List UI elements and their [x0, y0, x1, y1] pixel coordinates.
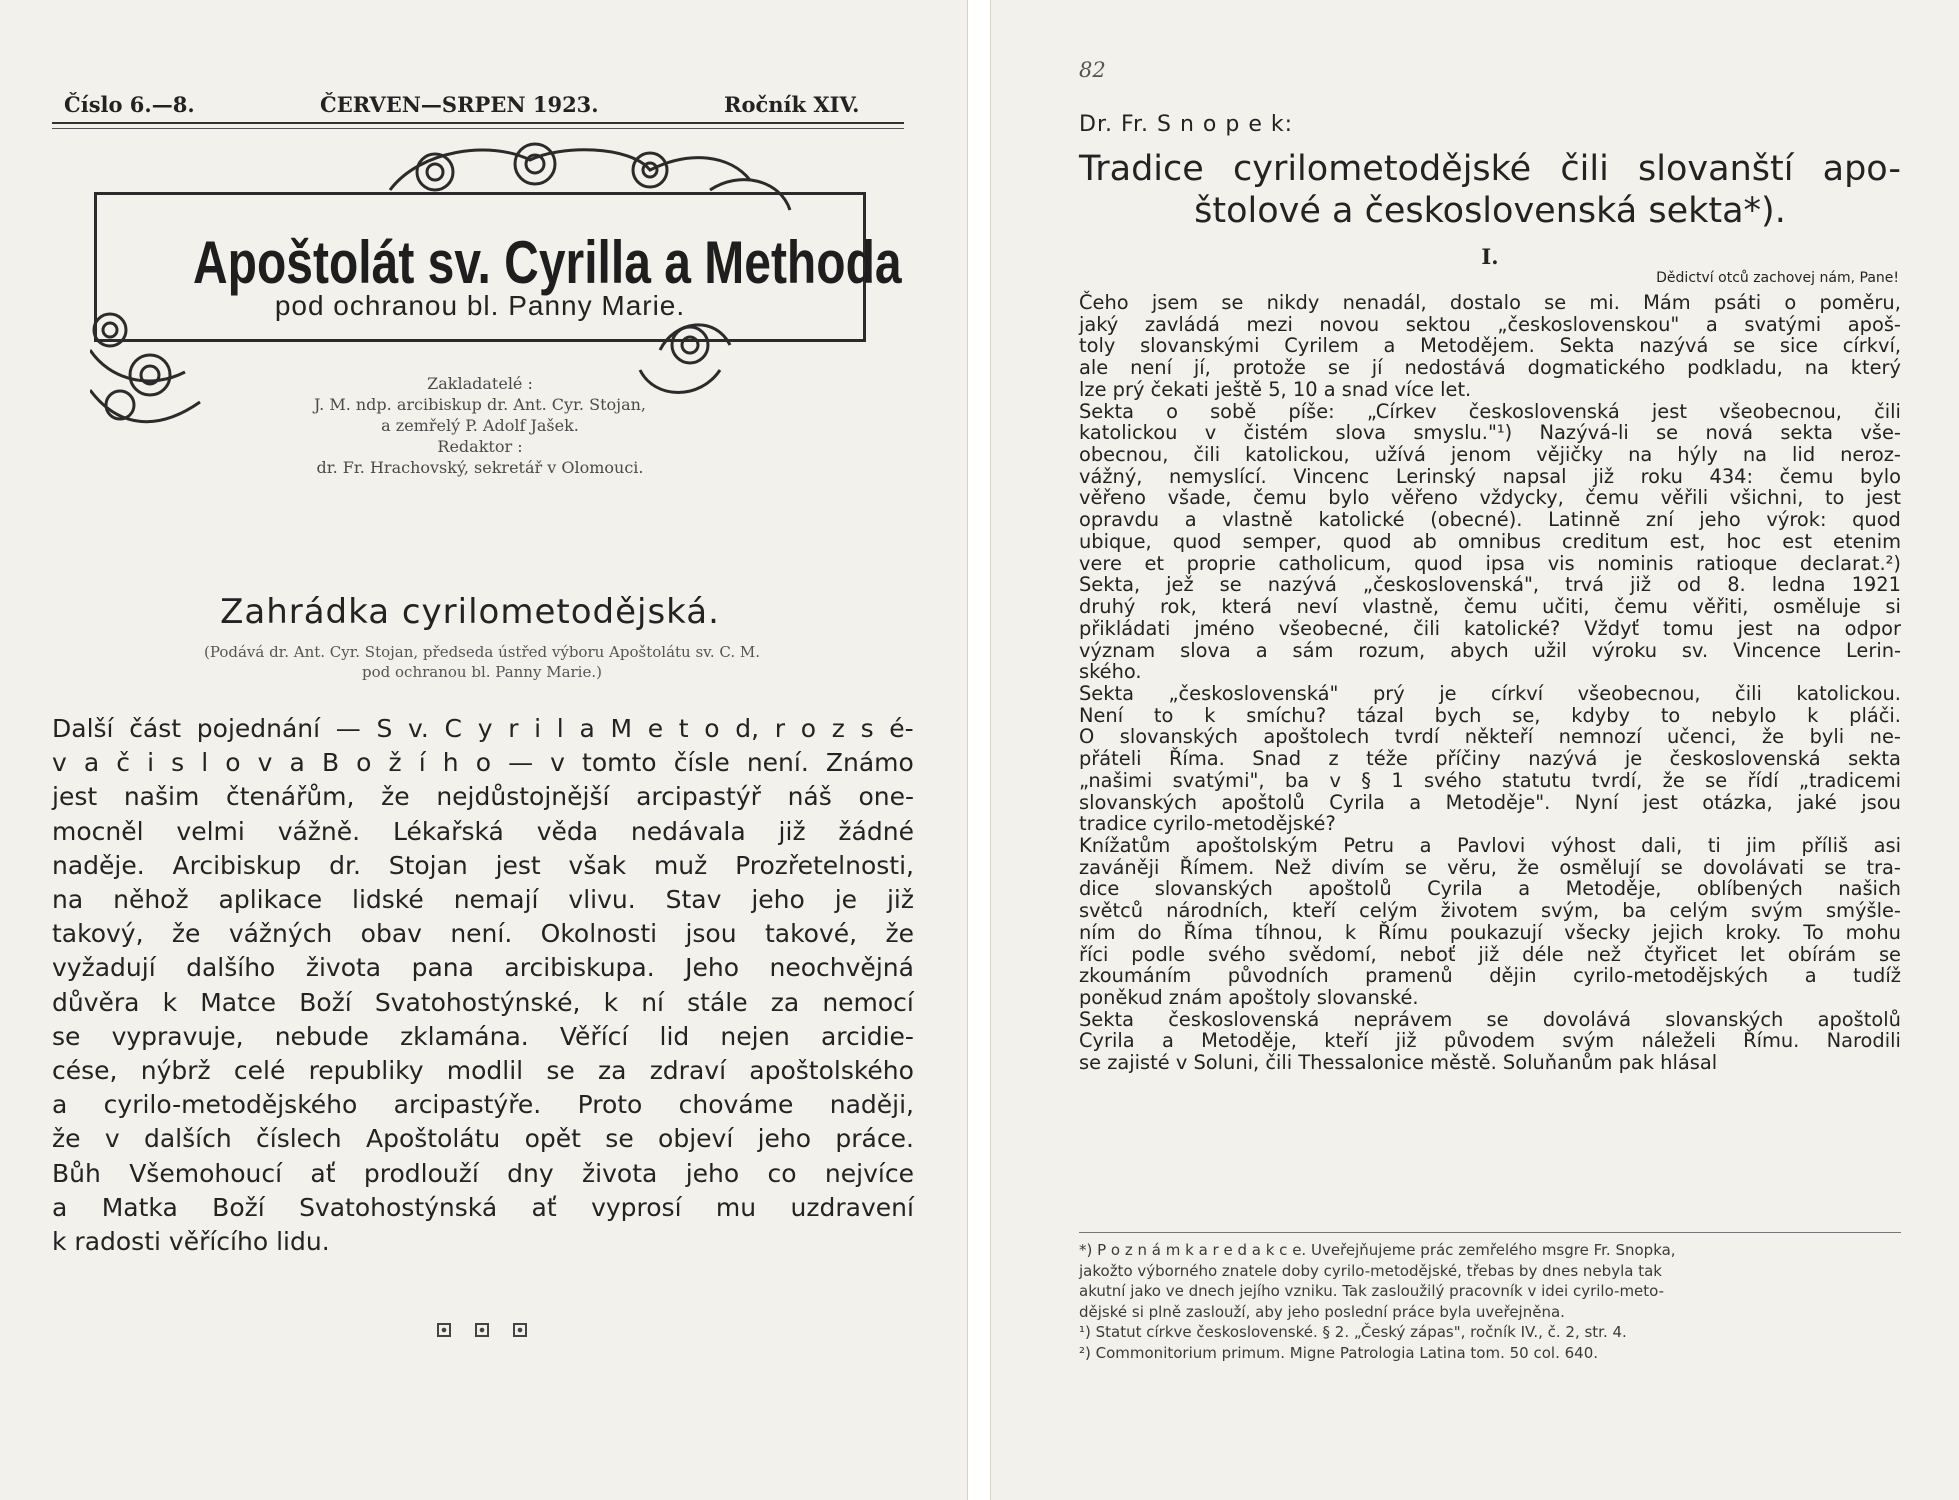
- text-line: druhý rok, která neví vlastně, čemu učiti, čemu věřiti, osměluje si: [1079, 595, 1901, 619]
- text-line: jaký zavládá mezi novou sektou „československou" a svatými apoš-: [1079, 312, 1901, 336]
- end-ornament-mark: [437, 1323, 451, 1337]
- right-body-text: [1079, 292, 1901, 1074]
- text-line: vyžadují dalšího života pana arcibiskupa. Jeho neochvějná: [52, 953, 914, 983]
- text-line: Není to k smíchu? tázal bych se, kdyby to nebylo k pláči.: [1079, 703, 1901, 727]
- text-line: světců národních, kteří celým životem svým, ba celým svým smýšle-: [1079, 899, 1901, 923]
- text-line: poněkud znám apoštoly slovanské.: [1079, 986, 1419, 1009]
- text-line: Bůh Všemohoucí ať prodlouží dny života jeho co nejvíce: [52, 1158, 914, 1188]
- text-line: Čeho jsem se nikdy nenadál, dostalo se mi. Mám psáti o poměru,: [1079, 291, 1901, 314]
- footnotes: [1079, 1240, 1901, 1363]
- text-line: se vypravuje, nebude zklamána. Věřící lid nejen arcidie-: [52, 1021, 914, 1051]
- motto: Dědictví otců zachovej nám, Pane!: [1656, 270, 1899, 286]
- text-line: vere et proprie catholicum, quod ipsa vis nominis ratioque declarat.²): [1079, 551, 1901, 575]
- text-line: Sekta o sobě píše: „Církev československá jest všeobecnou, čili: [1079, 399, 1901, 423]
- text-line: a Matka Boží Svatohostýnská ať vyprosí mu uzdravení: [52, 1192, 914, 1222]
- founders-line: a zemřelý P. Adolf Jašek.: [381, 416, 579, 435]
- end-ornament: [437, 1323, 527, 1343]
- header-rule: [52, 122, 904, 129]
- article-author: Dr. Fr. S n o p e k:: [1079, 112, 1294, 137]
- text-line: Sekta československá neprávem se dovolává slovanských apoštolů: [1079, 1007, 1901, 1031]
- article-title-line: štolové a československá sekta*).: [1194, 191, 1786, 231]
- footnote-line: ²) Commonitorium primum. Migne Patrologia Latina tom. 50 col. 640.: [1079, 1343, 1599, 1362]
- issue-date: ČERVEN—SRPEN 1923.: [320, 92, 599, 117]
- text-line: že v dalších číslech Apoštolátu opět se objeví jeho práce.: [52, 1124, 914, 1154]
- section-title: Zahrádka cyrilometodějská.: [220, 592, 720, 632]
- text-line: v a č i s l o v a B o ž í h o — v tomto čísle není. Známo: [52, 748, 914, 778]
- text-line: k radosti věřícího lidu.: [52, 1227, 330, 1257]
- section-number: I.: [1481, 244, 1499, 269]
- text-line: Sekta, jež se nazývá „československá", trvá již od 8. ledna 1921: [1079, 573, 1901, 597]
- text-line: obecnou, čili katolickou, užívá jenom vějičky na hýly na lid neroz-: [1079, 443, 1901, 467]
- founders-line: Zakladatelé :: [427, 374, 533, 393]
- footnote-line: dějské si plně zaslouží, aby jeho poslední práce byla uveřejněna.: [1079, 1302, 1565, 1321]
- article-title-line: Tradice cyrilometodějské čili slovanští apo-: [1079, 149, 1901, 189]
- text-line: lze prý čekati ještě 5, 10 a snad více let.: [1079, 377, 1472, 401]
- text-line: se zajisté v Soluni, čili Thessalonice městě. Soluňanům pak hlásal: [1079, 1051, 1718, 1075]
- text-line: a cyrilo-metodějského arcipastýře. Proto chováme naději,: [52, 1090, 914, 1120]
- end-ornament-mark: [475, 1323, 489, 1337]
- text-line: dice slovanských apoštolů Cyrila a Metoděje, oblíbených našich: [1079, 877, 1901, 901]
- end-ornament-mark: [513, 1323, 527, 1337]
- footnote-line: akutní jako ve dnech jejího vzniku. Tak zasloužilý pracovník v idei cyrilo-meto-: [1079, 1282, 1665, 1300]
- left-page: [0, 0, 968, 1500]
- founders-block: [180, 373, 780, 478]
- text-line: ubique, quod semper, quod ab omnibus creditum est, hoc est etenim: [1079, 529, 1901, 553]
- issue-volume: Ročník XIV.: [724, 92, 860, 117]
- text-line: naděje. Arcibiskup dr. Stojan jest však muž Prozřetelnosti,: [52, 850, 914, 880]
- issue-line: [52, 92, 912, 124]
- text-line: vážný, nemyslící. Vincenc Lerinský napsal již roku 434: čemu bylo: [1079, 464, 1901, 488]
- text-line: takový, že vážných obav není. Okolnosti jsou takové, že: [52, 919, 914, 949]
- text-line: katolickou v čistém slova smyslu."¹) Nazývá-li se nová sekta vše-: [1079, 421, 1901, 445]
- founders-line: dr. Fr. Hrachovský, sekretář v Olomouci.: [316, 458, 644, 477]
- text-line: toly slovanskými Cyrilem a Metodějem. Sekta nazývá se sice církví,: [1079, 334, 1901, 358]
- issue-number: Číslo 6.—8.: [64, 92, 195, 117]
- article-title: [1079, 148, 1901, 232]
- left-body-text: [52, 712, 914, 1259]
- text-line: ského.: [1079, 660, 1142, 684]
- text-line: Cyrila a Metoděje, kteří již původem svým náleželi Římu. Narodili: [1079, 1029, 1901, 1053]
- section-note-line: pod ochranou bl. Panny Marie.): [362, 663, 602, 681]
- masthead-subtitle: pod ochranou bl. Panny Marie.: [274, 290, 686, 321]
- footnote-line: *) P o z n á m k a r e d a k c e. Uveřejňujeme prác zemřelého msgre Fr. Snopka,: [1079, 1241, 1676, 1259]
- text-line: přikládati jméno všeobecné, čili katolické? Vždyť tomu jest na odpor: [1079, 616, 1901, 640]
- founders-line: J. M. ndp. arcibiskup dr. Ant. Cyr. Stojan,: [313, 395, 647, 414]
- text-line: Knížatům apoštolským Petru a Pavlovi výhost dali, ti jim příliš asi: [1079, 833, 1901, 857]
- text-line: říci podle svého svědomí, neboť již déle než čtyřicet let obírám se: [1079, 942, 1901, 966]
- text-line: slovanských apoštolů Cyrila a Metoděje". Nyní jest otázka, jaké jsou: [1079, 790, 1901, 814]
- footnote-rule: [1079, 1232, 1901, 1233]
- text-line: O slovanských apoštolech tvrdí někteří nemnozí učenci, že byli ne-: [1079, 725, 1901, 749]
- text-line: věřeno všade, čemu bylo věřeno vždycky, čemu věřili všichni, to jest: [1079, 486, 1901, 510]
- text-line: jest našim čtenářům, že nejdůstojnější arcipastýř náš one-: [52, 782, 914, 812]
- section-note-line: (Podává dr. Ant. Cyr. Stojan, předseda ústřed výboru Apoštolátu sv. C. M.: [203, 643, 761, 661]
- text-line: zkoumáním původních pramenů dějin cyrilo-metodějských a tudíž: [1079, 964, 1901, 988]
- text-line: „našimi svatými", ba v § 1 svého statutu tvrdí, že se řídí „tradicemi: [1079, 768, 1901, 792]
- text-line: zaváněji Římem. Než divím se věru, že osmělují se dovolávati se tra-: [1079, 855, 1901, 879]
- text-line: důvěra k Matce Boží Svatohostýnské, k ní stále za nemocí: [52, 987, 914, 1017]
- masthead-title: Apoštolát sv. Cyrilla a Methoda: [193, 229, 902, 296]
- text-line: na něhož aplikace lidské nemají vlivu. Stav jeho je již: [52, 885, 914, 915]
- text-line: mocněl velmi vážně. Lékařská věda nedávala již žádné: [52, 816, 914, 846]
- text-line: tradice cyrilo-metodějské?: [1079, 812, 1336, 836]
- text-line: význam slova a sám rozum, abych užil výroku sv. Vincence Lerin-: [1079, 638, 1901, 662]
- founders-line: Redaktor :: [437, 437, 523, 456]
- footnote-line: ¹) Statut církve československé. § 2. „Český zápas", ročník IV., č. 2, str. 4.: [1079, 1323, 1627, 1341]
- text-line: ale není jí, protože se jí nedostává dogmatického podkladu, na který: [1079, 356, 1901, 380]
- text-line: opravdu a vlastně katolické (obecné). Latinně zní jeho výrok: quod: [1079, 508, 1901, 532]
- text-line: ním do Říma tíhnou, k Římu poukazují všecky jejich kroky. To mohu: [1079, 920, 1901, 944]
- section-note: [52, 642, 912, 682]
- page-number: 82: [1079, 58, 1106, 82]
- text-line: Další část pojednání — S v. C y r i l a M e t o d, r o z s é-: [52, 714, 914, 743]
- right-page: [990, 0, 1959, 1500]
- footnote-line: jakožto výborného znatele doby cyrilo-metodějské, třebas by dnes nebyla tak: [1079, 1261, 1662, 1280]
- text-line: přáteli Říma. Snad z téže příčiny nazývá je československá sekta: [1079, 747, 1901, 771]
- text-line: cése, nýbrž celé republiky modlil se za zdraví apoštolského: [52, 1056, 914, 1086]
- text-line: Sekta „československá" prý je církví všeobecnou, čili katolickou.: [1079, 681, 1901, 705]
